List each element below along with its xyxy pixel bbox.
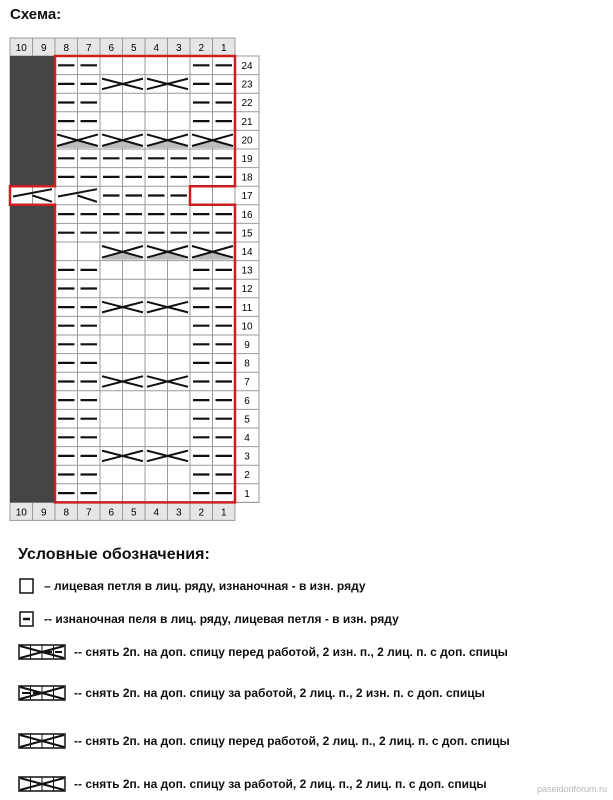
row-number: 17	[241, 191, 253, 203]
row-number: 19	[241, 154, 253, 165]
row-number: 7	[244, 377, 250, 389]
dash-cell-icon	[18, 610, 36, 628]
empty-cell-icon	[18, 577, 36, 595]
row-number: 20	[241, 135, 253, 147]
row-number: 6	[244, 395, 250, 407]
row-number: 12	[241, 284, 253, 296]
column-number-bottom: 6	[108, 507, 115, 519]
legend-item-cable-back-knit: -- снять 2п. на доп. спицу за работой, 2 лиц. п., 2 лиц. п. с доп. спицы	[18, 774, 487, 794]
no-stitch-area-upper	[10, 56, 55, 186]
row-number: 15	[241, 228, 253, 240]
row-number: 8	[244, 358, 250, 370]
row-number: 16	[241, 209, 253, 221]
column-number-top: 7	[85, 43, 92, 54]
column-number-bottom: 3	[175, 507, 182, 519]
row-number: 13	[241, 265, 253, 277]
column-number-bottom: 7	[85, 507, 92, 519]
column-number-top: 1	[220, 43, 227, 54]
column-number-top: 2	[198, 43, 205, 54]
chart-title: Схема:	[10, 6, 62, 23]
row-number: 14	[241, 247, 253, 258]
column-number-top: 4	[153, 43, 160, 54]
cable-stroke	[78, 196, 98, 202]
row-number: 22	[241, 98, 253, 110]
legend-item-cable-back-purl: -- снять 2п. на доп. спицу за работой, 2 лиц. п., 2 изн. п. с доп. спицы	[18, 683, 485, 703]
column-number-bottom: 5	[130, 507, 137, 519]
column-number-bottom: 4	[153, 507, 160, 519]
row-number: 3	[244, 451, 250, 463]
row-number: 10	[241, 321, 253, 333]
column-number-top: 8	[63, 43, 70, 54]
row-number: 1	[244, 488, 250, 500]
column-number-top: 6	[108, 43, 115, 54]
column-number-top: 5	[130, 43, 137, 54]
legend-title: Условные обозначения:	[18, 546, 210, 563]
cable-back-knit-icon	[18, 776, 66, 792]
cable-front-knit-icon	[18, 733, 66, 749]
legend-item-cable-front-purl: -- снять 2п. на доп. спицу перед работой, 2 изн. п., 2 лиц. п. с доп. спицы	[18, 642, 508, 662]
column-number-bottom: 2	[198, 507, 205, 519]
column-number-top: 9	[40, 43, 47, 54]
row-number: 2	[244, 470, 250, 482]
legend-item-cable-front-knit: -- снять 2п. на доп. спицу перед работой, 2 лиц. п., 2 лиц. п. с доп. спицы	[18, 731, 510, 751]
watermark: paseidonforum.ru	[536, 784, 607, 794]
column-number-bottom: 8	[63, 507, 70, 519]
legend-item-knit: – лицевая петля в лиц. ряду, изнаночная - в изн. ряду	[18, 576, 366, 596]
row-number: 9	[244, 340, 250, 351]
no-stitch-area-lower	[10, 205, 55, 503]
column-number-top: 10	[15, 43, 27, 54]
cable-front-purl-icon	[18, 644, 66, 660]
column-number-bottom: 10	[15, 507, 27, 519]
row-number: 4	[244, 433, 250, 444]
column-number-bottom: 9	[40, 507, 47, 519]
row-number: 11	[241, 302, 253, 314]
row-number: 5	[244, 414, 250, 426]
column-number-top: 3	[175, 43, 182, 54]
cable-back-purl-icon	[18, 685, 66, 701]
empty-cell-box	[20, 579, 33, 593]
row-number: 18	[241, 172, 253, 184]
cable-stroke	[33, 196, 53, 202]
legend-item-purl: -- изнаночная пеля в лиц. ряду, лицевая петля - в изн. ряду	[18, 609, 399, 629]
row-number: 23	[241, 79, 253, 91]
chart-body	[10, 38, 259, 520]
row-number: 21	[241, 116, 253, 128]
row-number: 24	[241, 61, 253, 72]
column-number-bottom: 1	[220, 507, 227, 519]
